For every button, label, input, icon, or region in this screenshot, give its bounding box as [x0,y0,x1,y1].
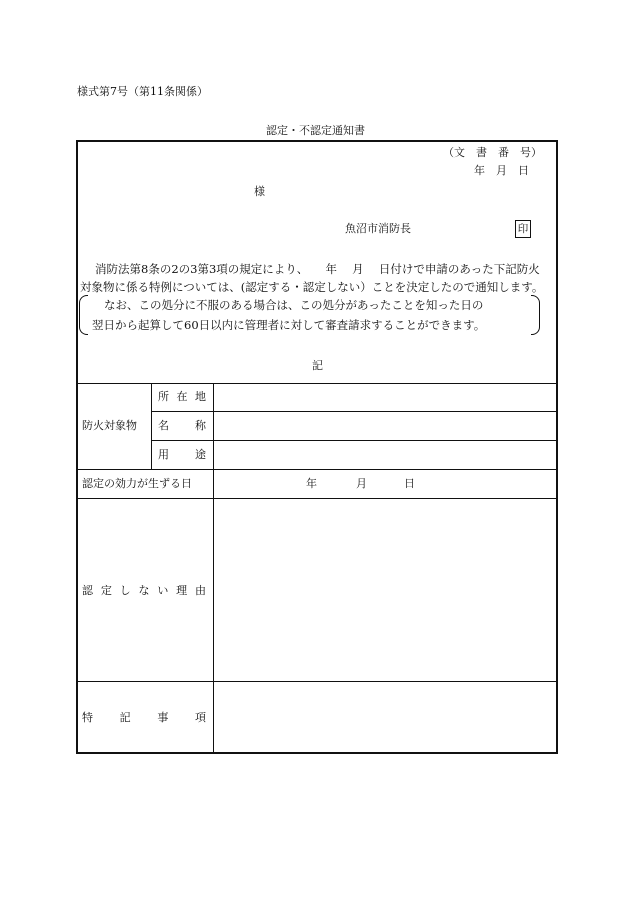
use-label-char: 途 [195,448,206,461]
table-top-rule [77,383,558,384]
location-label-char: 地 [195,390,206,403]
reason-label-char: 理 [176,584,188,597]
appeal-note-line-2: 翌日から起算して60日以内に管理者に対して審査請求することができます。 [92,318,486,332]
row-rule-effective [77,498,558,499]
reason-label-char: 定 [100,584,112,597]
notice-line-1: 消防法第8条の2の3第3項の規定により、 年 月 日付けで申請のあった下記防火 [95,262,540,276]
location-label [158,390,206,404]
location-label-char: 所 [158,390,169,403]
location-label-char: 在 [176,390,188,403]
effective-date-label: 認定の効力が生ずる日 [82,477,192,490]
remarks-label-char: 項 [194,711,206,724]
name-label [158,419,206,433]
row-rule-use [77,469,558,470]
reason-label-char: 認 [82,584,93,597]
addressee-suffix: 様 [254,185,265,198]
reason-label-char: 由 [194,584,206,597]
issue-date: 年 月 日 [474,164,529,177]
note-bracket-right [531,295,540,335]
effective-date-year: 年 [306,477,317,490]
remarks-label [82,711,206,725]
non-approval-reason-label [82,584,206,598]
reason-label-char: な [138,584,150,597]
effective-date-month: 月 [356,477,367,490]
form-number: 様式第7号（第11条関係） [77,85,208,98]
effective-date-day: 日 [404,477,415,490]
col-rule-group [151,383,152,469]
ki-heading: 記 [312,359,323,372]
seal-mark: 印 [515,220,531,238]
notice-form [76,140,558,754]
issuer-name: 魚沼市消防長 [345,222,411,235]
remarks-label-char: 記 [119,711,131,724]
col-rule-value [213,383,214,754]
remarks-label-char: 事 [157,711,169,724]
use-label [158,448,206,462]
row-rule-reason [77,681,558,682]
notice-line-2: 対象物に係る特例については、(認定する・認定しない）ことを決定したので通知します。 [80,280,544,294]
note-bracket-left [79,295,88,335]
fire-target-label: 防火対象物 [82,419,137,432]
reason-label-char: し [119,584,131,597]
name-label-char: 名 [158,419,169,432]
remarks-label-char: 特 [82,711,93,724]
name-label-char: 称 [195,419,206,432]
document-number: （文 書 番 号） [443,146,542,159]
document-title: 認定・不認定通知書 [266,124,365,137]
appeal-note-line-1: なお、この処分に不服のある場合は、この処分があったことを知った日の [104,298,484,312]
reason-label-char: い [157,584,169,597]
use-label-char: 用 [158,448,169,461]
